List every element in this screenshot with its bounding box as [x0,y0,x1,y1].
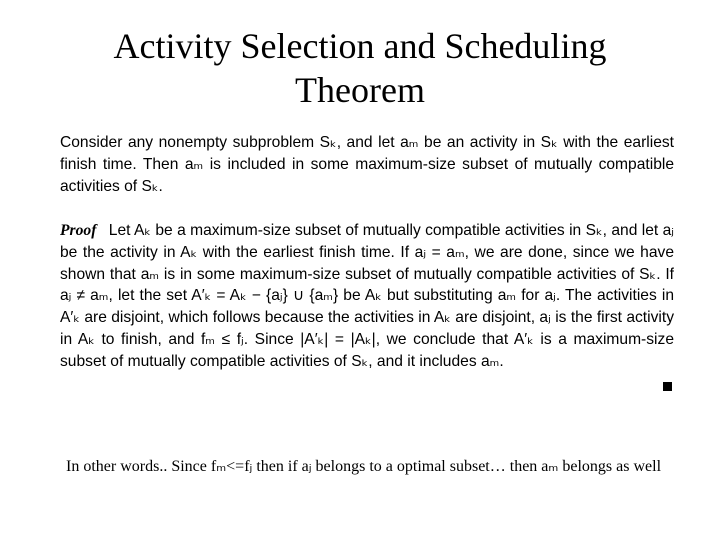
theorem-text: Consider any nonempty subproblem Sₖ, and let aₘ be an activity in Sₖ with the earliest finish time. Then aₘ is included in some maximum-size subset of mutually compatible activities of Sₖ. [60,134,674,195]
summary-note: In other words.. Since fₘ<=fⱼ then if aⱼ belongs to a optimal subset… then aₘ belongs as well [66,458,662,475]
slide-title-line-1: Activity Selection and Scheduling [113,26,607,66]
proof-text: Let Aₖ be a maximum-size subset of mutually compatible activities in Sₖ, and let aⱼ be the activity in Aₖ with the earliest finish time. If aⱼ = aₘ, we are done, since we have shown that aₘ is in some maximum-size subset of mutually compatible activities of Sₖ. If aⱼ ≠ aₘ, let the set A′ₖ = Aₖ − {aⱼ} ∪ {aₘ} be Aₖ but substituting aₘ for aⱼ. The activities in A′ₖ are disjoint, which follows because the activities in Aₖ are disjoint, aⱼ is the first activity in Aₖ to finish, and fₘ ≤ fⱼ. Since |A′ₖ| = |Aₖ|, we conclude that A′ₖ is a maximum-size subset of mutually compatible activities of Sₖ, and it includes aₘ. [60,222,674,370]
theorem-statement [60,132,674,197]
slide-title [0,24,720,112]
slide-title-line-2: Theorem [295,70,425,110]
qed-square-icon [663,382,672,391]
proof-block [60,220,674,373]
proof-label: Proof [60,222,97,239]
proof-paragraph [60,220,674,373]
